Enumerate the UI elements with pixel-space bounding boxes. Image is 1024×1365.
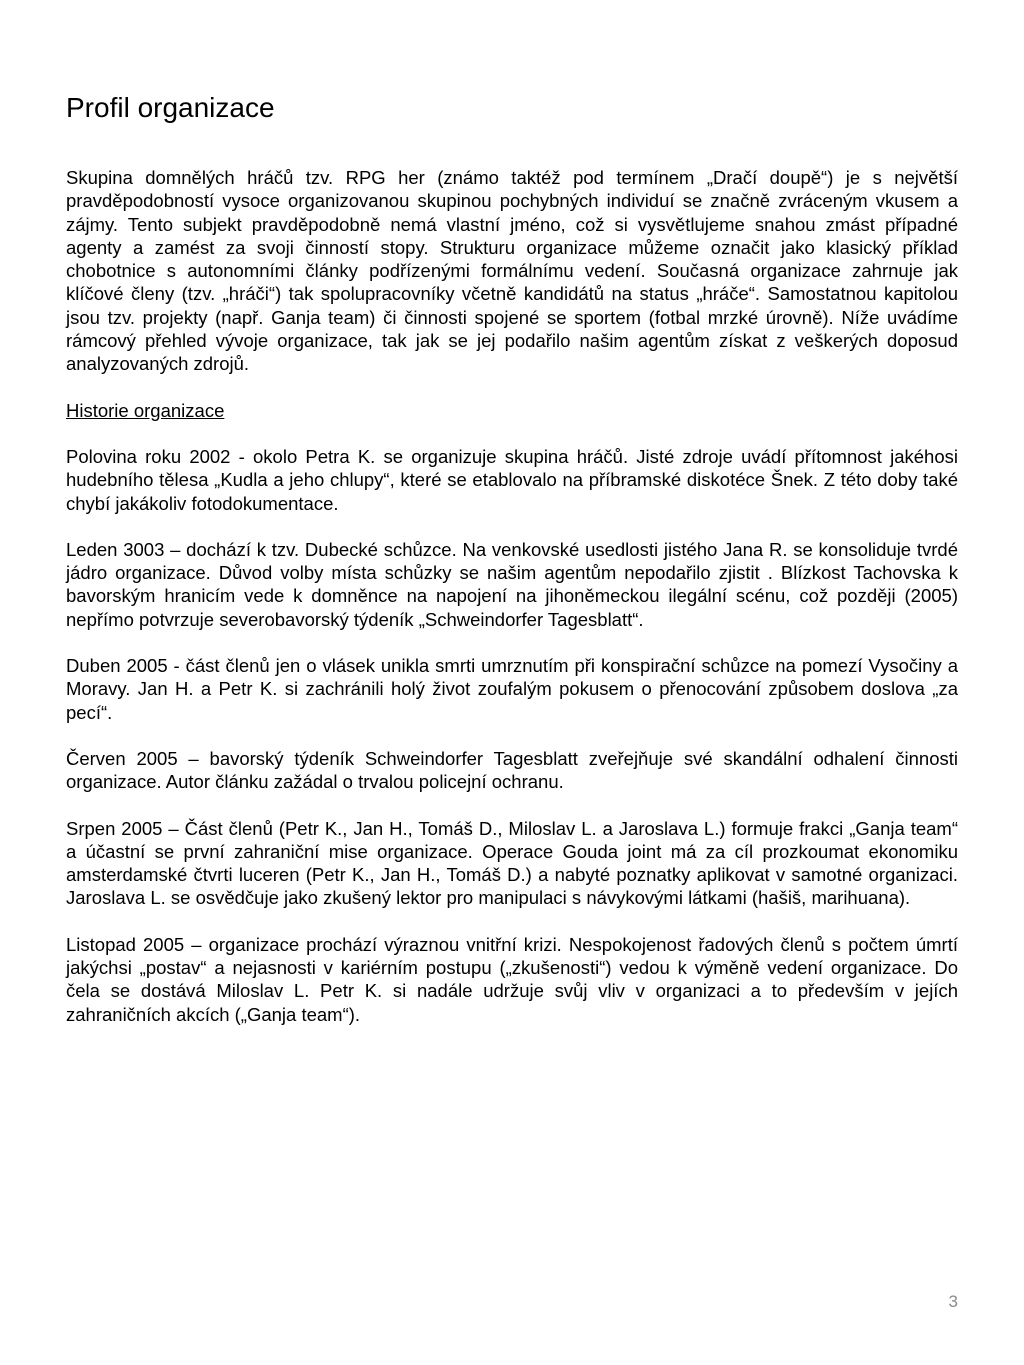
intro-paragraph: Skupina domnělých hráčů tzv. RPG her (známo taktéž pod termínem „Dračí doupě“) je s největší pravděpodobností vysoce organizovanou skupinou pochybných individuí se značně zvráceným vkusem a zájmy. Tento subjekt pravděpodobně nemá vlastní jméno, což si vysvětlujeme snahou zmást případné agenty a zamést za svoji činností stopy. Strukturu organizace můžeme označit jako klasický příklad chobotnice s autonomními články podřízenými formálnímu vedení. Současná organizace zahrnuje jak klíčové členy (tzv. „hráči“) tak spolupracovníky včetně kandidátů na status „hráče“. Samostatnou kapitolou jsou tzv. projekty (např. Ganja team) či činnosti spojené se sportem (fotbal mrzké úrovně). Níže uvádíme rámcový přehled vývoje organizace, tak jak se jej podařilo našim agentům získat z veškerých doposud analyzovaných zdrojů.	[66, 167, 958, 375]
history-entry-leden: Leden 3003 – dochází k tzv. Dubecké schůzce. Na venkovské usedlosti jistého Jana R. se konsoliduje tvrdé jádro organizace. Důvod volby místa schůzky se našim agentům nepodařilo zjistit . Blízkost Tachovska k bavorským hranicím vede k domněnce na napojení na jihoněmeckou ilegální scénu, což později (2005) nepřímo potvrzuje severobavorský týdeník „Schweindorfer Tagesblatt“.	[66, 538, 958, 630]
page-number: 3	[948, 1292, 958, 1311]
history-entry-listopad: Listopad 2005 – organizace prochází výraznou vnitřní krizi. Nespokojenost řadových členů s počtem úmrtí jakýchsi „postav“ a nejasnosti v kariérním postupu („zkušenosti“) vedou k výměně vedení organizace. Do čela se dostává Miloslav L. Petr K. si nadále udržuje svůj vliv v organizaci a to především v jejích zahraničních akcích („Ganja team“).	[66, 933, 958, 1025]
history-entry-cerven: Červen 2005 – bavorský týdeník Schweindorfer Tagesblatt zveřejňuje své skandální odhalení činnosti organizace. Autor článku zažádal o trvalou policejní ochranu.	[66, 747, 958, 793]
document-body	[66, 166, 958, 1049]
history-heading: Historie organizace	[66, 399, 225, 421]
history-entry-duben: Duben 2005 - část členů jen o vlásek unikla smrti umrznutím při konspirační schůzce na pomezí Vysočiny a Moravy. Jan H. a Petr K. si zachránili holý život zoufalým pokusem o přenocování způsobem doslova „za pecí“.	[66, 655, 958, 723]
history-entry-2002: Polovina roku 2002 - okolo Petra K. se organizuje skupina hráčů. Jisté zdroje uvádí přítomnost jakéhosi hudebního tělesa „Kudla a jeho chlupy“, které se etablovalo na příbramské diskotéce Šnek. Z této doby také chybí jakákoliv fotodokumentace.	[66, 445, 958, 514]
history-entry-srpen: Srpen 2005 – Část členů (Petr K., Jan H., Tomáš D., Miloslav L. a Jaroslava L.) formuje frakci „Ganja team“ a účastní se první zahraniční mise organizace. Operace Gouda joint má za cíl prozkoumat ekonomiku amsterdamské čtvrti luceren (Petr K., Jan H., Tomáš D.) a nabyté poznatky aplikovat v samotné organizaci. Jaroslava L. se osvědčuje jako zkušený lektor pro manipulaci s návykovými látkami (hašiš, marihuana).	[66, 817, 958, 909]
page-title: Profil organizace	[66, 92, 275, 123]
